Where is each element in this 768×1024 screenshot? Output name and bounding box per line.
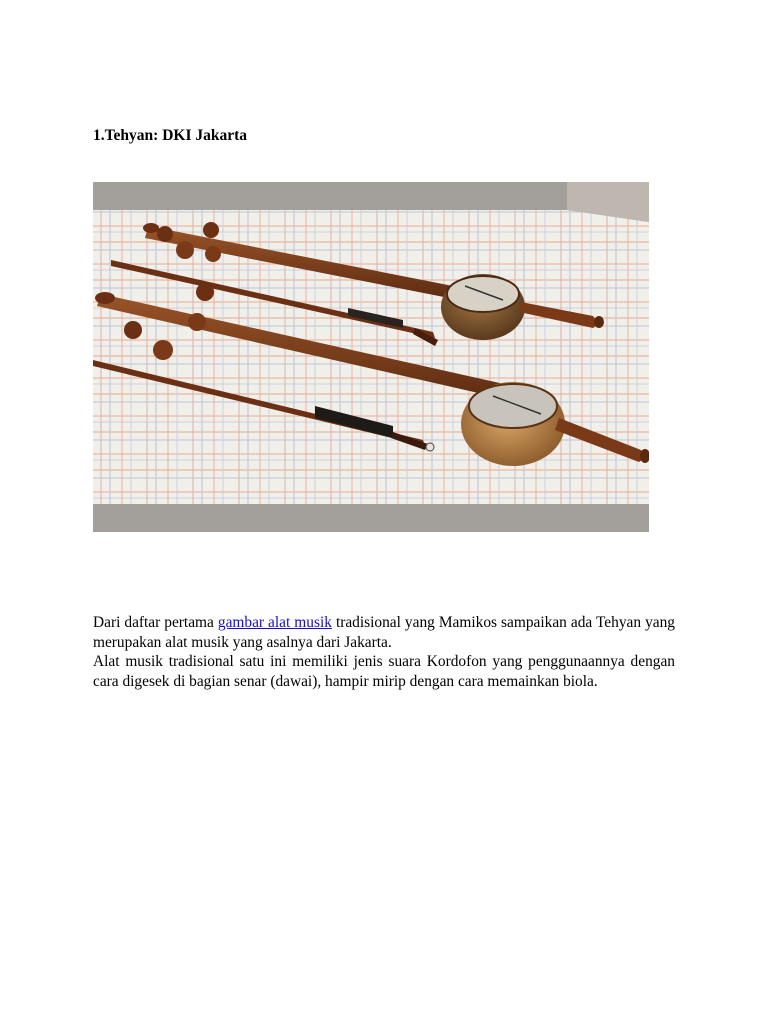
paragraph-intro-after: tradisional yang Mamikos sampaikan ada Tehyan yang merupakan alat musik yang asalnya dari Jakarta. (93, 614, 675, 651)
tehyan-instruments-photo (93, 182, 649, 532)
page-heading: 1.Tehyan: DKI Jakarta (93, 127, 248, 144)
gambar-alat-musik-link[interactable]: gambar alat musik (217, 614, 332, 631)
paragraph-intro (93, 613, 675, 652)
body-text (93, 613, 675, 691)
paragraph-description: Alat musik tradisional satu ini memiliki jenis suara Kordofon yang penggunaannya dengan cara digesek di bagian senar (dawai), hampir mirip dengan cara memainkan biola. (93, 653, 675, 690)
paragraph-intro-before: Dari daftar pertama (93, 614, 218, 631)
